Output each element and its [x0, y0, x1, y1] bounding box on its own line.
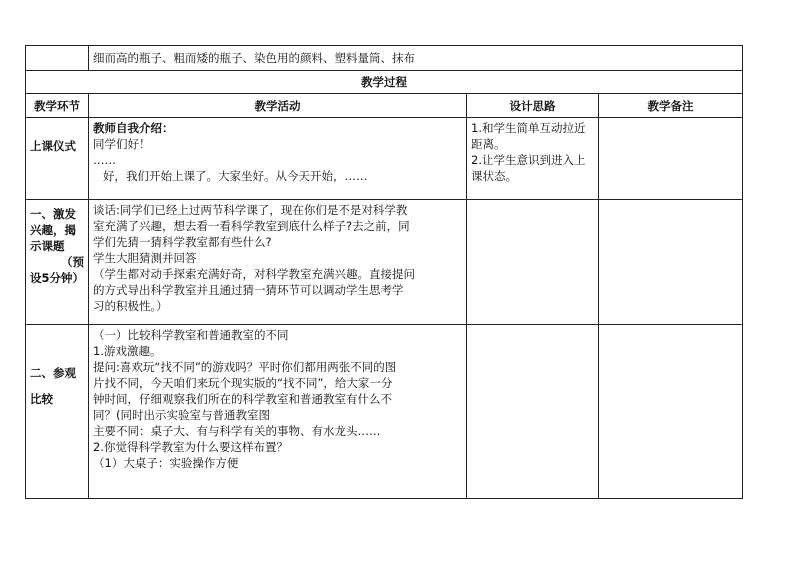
activity-line: 好，我们开始上课了。大家坐好。从今天开始，…… [103, 169, 368, 183]
header-row [26, 94, 743, 118]
design-line: 课状态。 [471, 169, 518, 183]
activity-line: 学们先猜一猜科学教室都有些什么? [93, 235, 272, 249]
design-cell [467, 200, 599, 325]
stage-label: 比较 [30, 392, 53, 406]
activity-cell [89, 200, 467, 325]
stage-cell [26, 200, 89, 325]
activity-line: 主要不同：桌子大、有与科学有关的事物、有水龙头…… [93, 424, 381, 438]
activity-line: …… [93, 153, 117, 167]
design-cell [467, 325, 599, 499]
stage-label: 示课题 [30, 239, 65, 253]
notes-cell [599, 200, 743, 325]
activity-line: 2.你觉得科学教室为什么要这样布置？ [93, 440, 288, 454]
activity-line: 的方式导出科学教室并且通过猜一猜环节可以调动学生思考学 [93, 283, 404, 297]
materials-text: 细而高的瓶子、粗而矮的瓶子、染色用的颜料、塑料量筒、抹布 [93, 51, 416, 65]
header-activity: 教学活动 [89, 94, 467, 118]
activity-line: 习的积极性。） [93, 299, 168, 313]
activity-line: 室充满了兴趣，想去看一看科学教室到底什么样子?去之前，同 [93, 219, 410, 233]
table-row [26, 200, 743, 325]
activity-line: （一）比较科学教室和普通教室的不同 [93, 328, 289, 342]
stage-cell [26, 325, 89, 499]
activity-line: （1）大桌子：实验操作方便 [93, 456, 239, 470]
stage-label: 二、参观 [30, 366, 76, 380]
notes-cell [599, 325, 743, 499]
process-title: 教学过程 [26, 71, 743, 94]
stage-label: 一、激发 [30, 207, 76, 221]
design-line: 2.让学生意识到进入上 [471, 153, 586, 167]
stage-label: 上课仪式 [30, 139, 76, 153]
design-line: 距离。 [471, 137, 506, 151]
activity-cell [89, 325, 467, 499]
activity-line: 教师自我介绍： [93, 121, 174, 135]
stage-cell [26, 118, 89, 200]
activity-cell [89, 118, 467, 200]
activity-line: 提问:喜欢玩“找不同”的游戏吗？平时你们都用两张不同的图 [93, 360, 397, 374]
activity-line: 学生大胆猜测并回答 [93, 251, 197, 265]
materials-row [26, 46, 743, 71]
activity-line: 钟时间，仔细观察我们所在的科学教室和普通教室有什么不 [93, 392, 393, 406]
table-row [26, 325, 743, 499]
process-title-row [26, 71, 743, 94]
header-design: 设计思路 [467, 94, 599, 118]
header-stage: 教学环节 [26, 94, 89, 118]
activity-line: 1.游戏激趣。 [93, 344, 162, 358]
activity-line: （学生都对动手探索充满好奇，对科学教室充满兴趣。直接提问 [93, 267, 416, 281]
activity-line: 谈话:同学们已经上过两节科学课了，现在你们是不是对科学教 [93, 203, 408, 217]
table-row [26, 118, 743, 200]
activity-line: 同学们好！ [93, 137, 151, 151]
notes-cell [599, 118, 743, 200]
design-line: 1.和学生简单互动拉近 [471, 121, 586, 135]
stage-label: 兴趣，揭 [30, 223, 76, 237]
lesson-plan-table [25, 45, 743, 499]
stage-label: （预 [61, 255, 85, 269]
activity-line: 片找不同，今天咱们来玩个现实版的“找不同”，给大家一分 [93, 376, 393, 390]
design-cell [467, 118, 599, 200]
header-notes: 教学备注 [599, 94, 743, 118]
materials-cell [89, 46, 743, 71]
materials-stage-cell [26, 46, 89, 71]
activity-line: 同？(同时出示实验室与普通教室图 [93, 408, 271, 422]
stage-label: 设5分钟） [30, 271, 85, 285]
